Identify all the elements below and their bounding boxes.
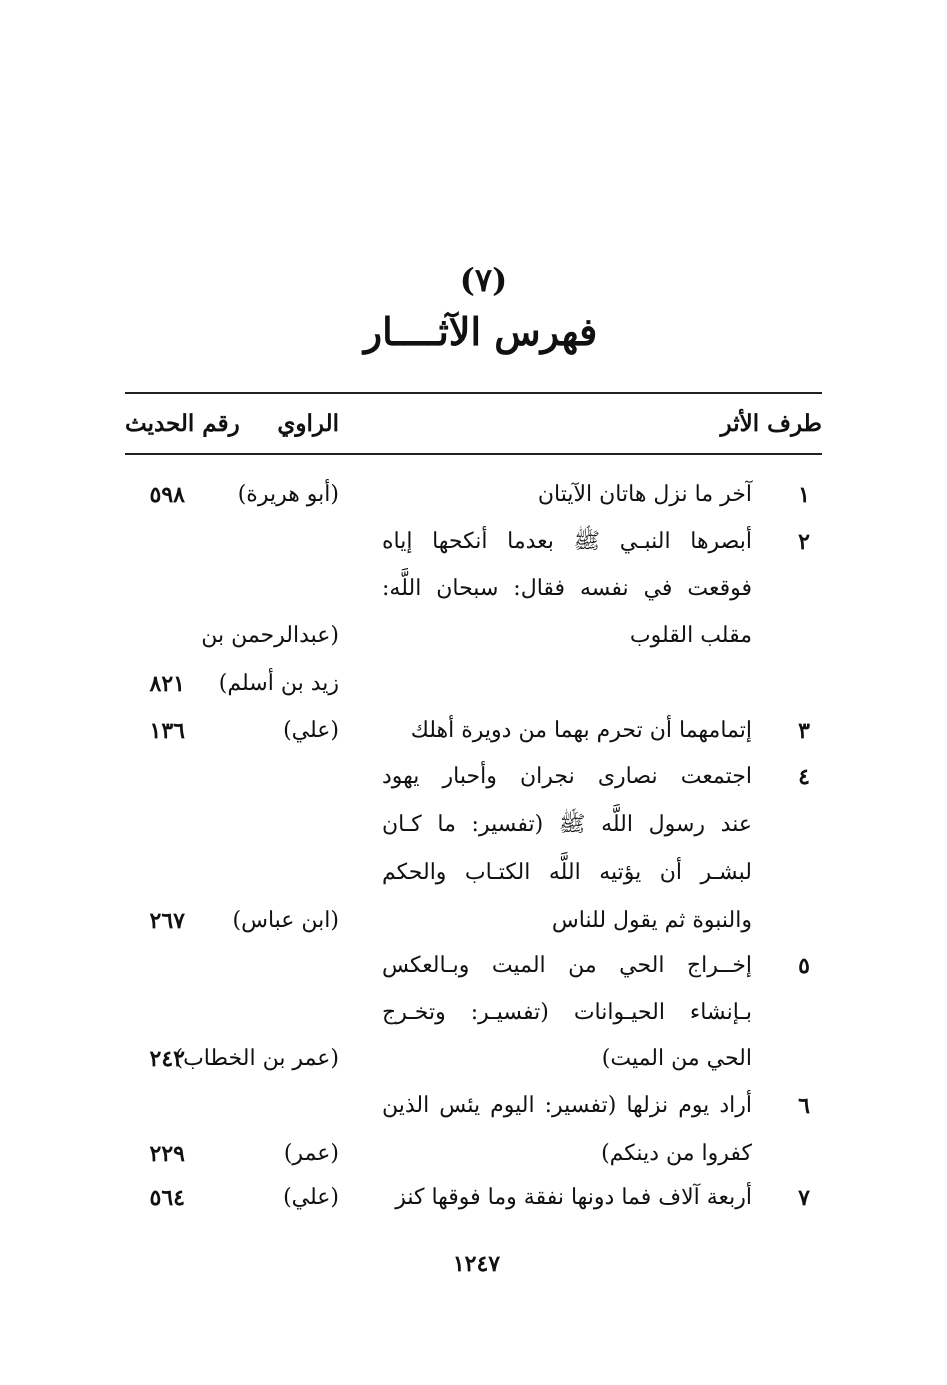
header-athar-label: طرف الأثر [720,410,822,437]
table-row-continuation [0,801,947,849]
athar-text-line: عند رسول اللَّه ﷺ (تفسير: ما كـان [382,812,752,837]
narrator: (عمر بن الخطاب) [174,1046,339,1071]
athar-text-line: إتمامهما أن تحرم بهما من دويرة أهلك [410,718,752,743]
table-row [0,753,947,801]
table-row [0,1174,947,1222]
table-row [0,942,947,990]
hadith-number: ٢٢٩ [149,1141,185,1167]
athar-text-line: إخــراج الحي من الميت وبـالعكس [382,953,752,978]
table-row-continuation [0,565,947,613]
entry-index: ٤ [798,764,810,790]
athar-text-line: كفروا من دينكم) [601,1141,752,1166]
hadith-number: ٥٩٨ [149,482,185,508]
athar-text-line: فوقعت في نفسه فقال: سبحان اللَّه: [382,576,752,601]
table-header [0,402,947,446]
athar-text-line: أراد يوم نزلها (تفسير: اليوم يئس الذين [382,1093,752,1118]
entry-index: ١ [798,482,810,508]
table-row-continuation [0,989,947,1037]
table-row [0,471,947,519]
narrator: زيد بن أسلم) [218,671,339,696]
table-row-continuation [0,1035,947,1083]
table-row [0,518,947,566]
table-row [0,1082,947,1130]
narrator: (عمر) [283,1141,339,1166]
athar-text-line: الحي من الميت) [601,1046,752,1071]
athar-text-line: أربعة آلاف فما دونها نفقة وما فوقها كنز [395,1185,752,1210]
table-row-continuation [0,1130,947,1178]
hadith-number: ٨٢١ [149,671,185,697]
narrator: (أبو هريرة) [237,482,339,507]
entry-index: ٥ [798,953,810,979]
athar-text-line: لبشـر أن يؤتيه اللَّه الكتـاب والحكم [382,860,752,885]
entry-index: ٣ [798,718,810,744]
athar-text-line: والنبوة ثم يقول للناس [551,908,752,933]
narrator: (علي) [283,1185,339,1210]
entry-index: ٧ [798,1185,810,1211]
table-row-continuation [0,849,947,897]
athar-text-line: اجتمعت نصارى نجران وأحبار يهود [382,764,752,789]
table-row-continuation [0,612,947,660]
hadith-number: ٢٦٧ [149,908,185,934]
hadith-number: ١٣٦ [149,718,185,744]
entry-index: ٢ [798,529,810,555]
narrator: (عبدالرحمن بن [201,623,339,648]
table-row [0,707,947,755]
section-number: (٧) [459,261,508,299]
athar-text-line: بـإنشاء الحيـوانات (تفسيـر: وتخـرج [382,1000,752,1025]
header-top-rule [125,392,822,394]
athar-text-line: أبصرها النبـي ﷺ بعدما أنكحها إياه [382,529,752,554]
header-narrator-label: الراوي [277,410,339,437]
table-row-continuation [0,660,947,708]
table-row-continuation [0,897,947,945]
page-number: ١٢٤٧ [452,1251,501,1277]
page-title: فهرس الآثــــار [363,309,598,354]
athar-text-line: آخر ما نزل هاتان الآيتان [537,482,752,507]
header-hadith-number-label: رقم الحديث [125,410,240,437]
narrator: (علي) [283,718,339,743]
narrator: (ابن عباس) [232,908,339,933]
entry-index: ٦ [798,1093,810,1119]
hadith-number: ٢٤٢ [149,1046,185,1072]
athar-text-line: مقلب القلوب [629,623,752,648]
hadith-number: ٥٦٤ [149,1185,185,1211]
header-bottom-rule [125,453,822,455]
